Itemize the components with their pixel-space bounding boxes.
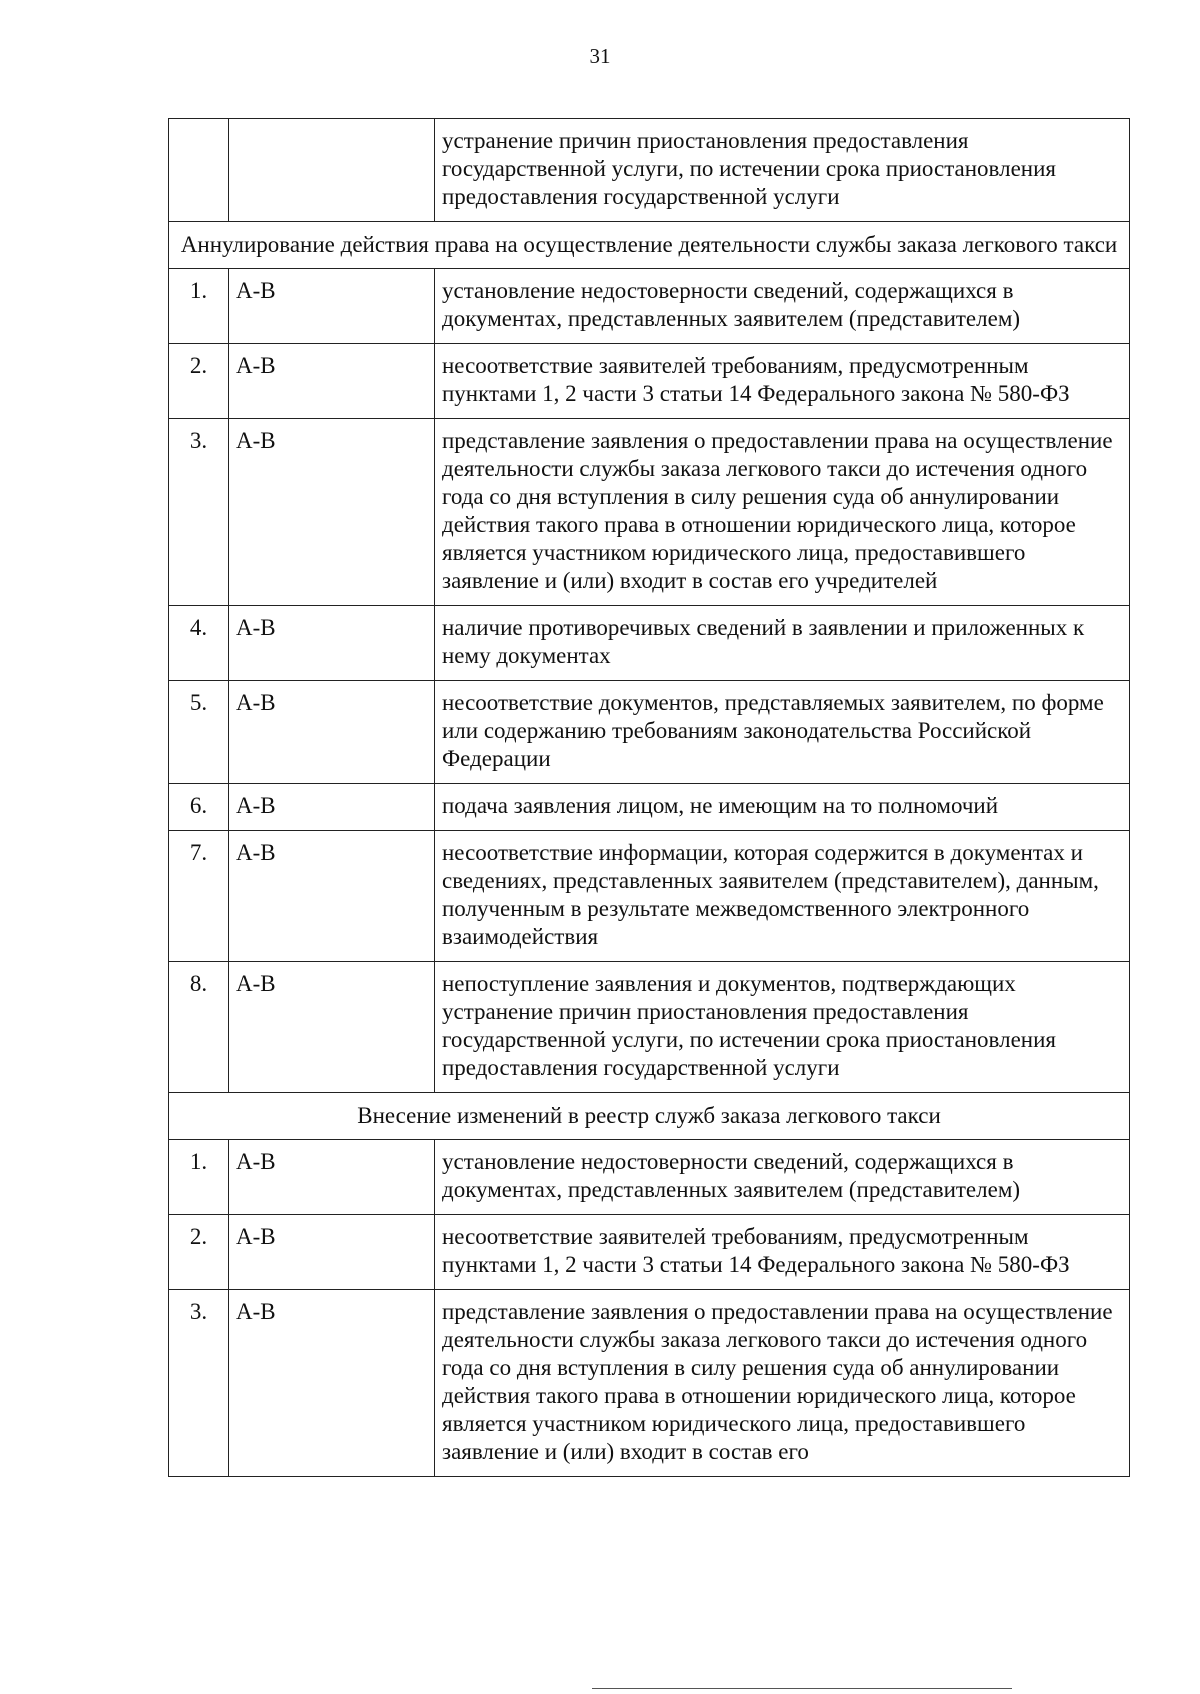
row-reason-cell: непоступление заявления и документов, подтверждающих устранение причин приостановления предоставления государственной услуги, по истечении срока приостановления предоставления государственной услуги <box>435 962 1130 1093</box>
table-row <box>169 606 1130 681</box>
row-reason-cell: наличие противоречивых сведений в заявлении и приложенных к нему документах <box>435 606 1130 681</box>
row-code-cell: А-В <box>229 1215 435 1290</box>
row-number-cell: 4. <box>169 606 229 681</box>
row-number-cell: 8. <box>169 962 229 1093</box>
row-number-cell: 3. <box>169 419 229 606</box>
row-reason-cell: устранение причин приостановления предоставления государственной услуги, по истечении срока приостановления предоставления государственной услуги <box>435 119 1130 222</box>
table-row <box>169 962 1130 1093</box>
table-row <box>169 269 1130 344</box>
row-number-cell: 5. <box>169 681 229 784</box>
row-reason-cell: установление недостоверности сведений, содержащихся в документах, представленных заявителем (представителем) <box>435 1140 1130 1215</box>
row-code-cell: А-В <box>229 1140 435 1215</box>
row-number-cell: 3. <box>169 1290 229 1477</box>
row-code-cell: А-В <box>229 962 435 1093</box>
reasons-table <box>168 118 1130 1477</box>
row-code-cell: А-В <box>229 784 435 831</box>
row-number-cell: 7. <box>169 831 229 962</box>
row-reason-cell: представление заявления о предоставлении права на осуществление деятельности службы заказа легкового такси до истечения одного года со дня вступления в силу решения суда об аннулировании действия такого права в отношении юридического лица, которое является участником юридического лица, предоставившего заявление и (или) входит в состав его учредителей <box>435 419 1130 606</box>
row-number-cell: 2. <box>169 1215 229 1290</box>
row-code-cell: А-В <box>229 681 435 784</box>
table-row-continuation <box>169 119 1130 222</box>
row-number-cell: 1. <box>169 1140 229 1215</box>
row-number-cell: 6. <box>169 784 229 831</box>
row-reason-cell: представление заявления о предоставлении права на осуществление деятельности службы заказа легкового такси до истечения одного года со дня вступления в силу решения суда об аннулировании действия такого права в отношении юридического лица, которое является участником юридического лица, предоставившего заявление и (или) входит в состав его <box>435 1290 1130 1477</box>
row-number-cell <box>169 119 229 222</box>
row-code-cell: А-В <box>229 606 435 681</box>
table-row <box>169 784 1130 831</box>
page-bottom-divider <box>592 1688 1012 1689</box>
row-reason-cell: несоответствие информации, которая содержится в документах и сведениях, представленных заявителем (представителем), данным, полученным в результате межведомственного электронного взаимодействия <box>435 831 1130 962</box>
table-row <box>169 681 1130 784</box>
section-title-annulment: Аннулирование действия права на осуществление деятельности службы заказа легкового такси <box>169 222 1130 269</box>
row-reason-cell: несоответствие заявителей требованиям, предусмотренным пунктами 1, 2 части 3 статьи 14 Федерального закона № 580-ФЗ <box>435 1215 1130 1290</box>
row-code-cell: А-В <box>229 831 435 962</box>
row-reason-cell: подача заявления лицом, не имеющим на то полномочий <box>435 784 1130 831</box>
section-header-row <box>169 222 1130 269</box>
row-code-cell: А-В <box>229 344 435 419</box>
row-number-cell: 1. <box>169 269 229 344</box>
row-reason-cell: несоответствие документов, представляемых заявителем, по форме или содержанию требованиям законодательства Российской Федерации <box>435 681 1130 784</box>
row-code-cell: А-В <box>229 419 435 606</box>
table-row <box>169 1215 1130 1290</box>
row-code-cell <box>229 119 435 222</box>
table-row <box>169 831 1130 962</box>
section-title-registry-changes: Внесение изменений в реестр служб заказа легкового такси <box>169 1093 1130 1140</box>
row-reason-cell: установление недостоверности сведений, содержащихся в документах, представленных заявителем (представителем) <box>435 269 1130 344</box>
row-number-cell: 2. <box>169 344 229 419</box>
table-row <box>169 1290 1130 1477</box>
page-number: 31 <box>589 44 611 68</box>
row-code-cell: А-В <box>229 1290 435 1477</box>
table-row <box>169 344 1130 419</box>
row-reason-cell: несоответствие заявителей требованиям, предусмотренным пунктами 1, 2 части 3 статьи 14 Федерального закона № 580-ФЗ <box>435 344 1130 419</box>
section-header-row <box>169 1093 1130 1140</box>
table-row <box>169 1140 1130 1215</box>
table-row <box>169 419 1130 606</box>
row-code-cell: А-В <box>229 269 435 344</box>
